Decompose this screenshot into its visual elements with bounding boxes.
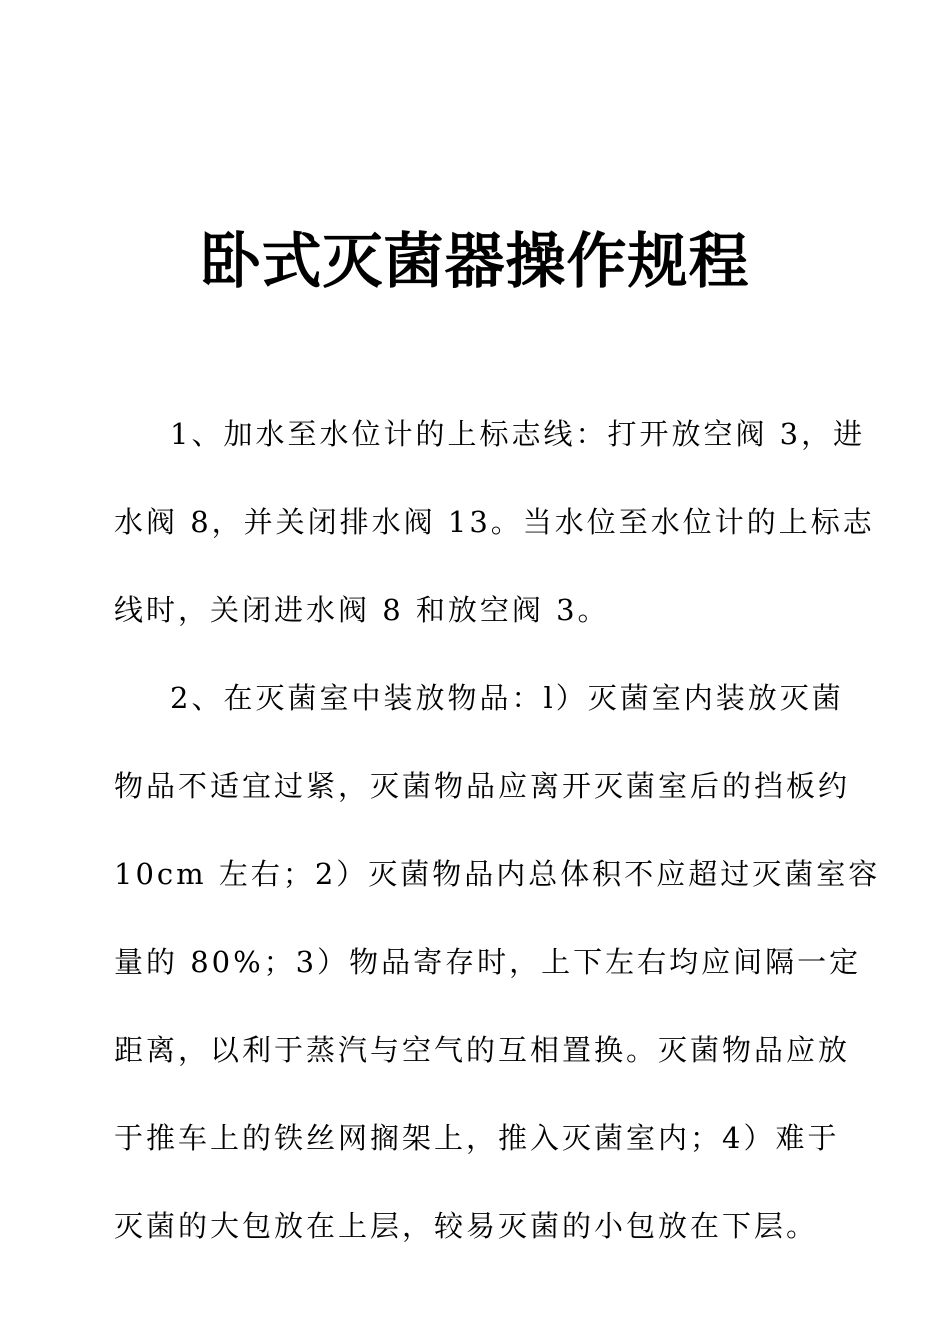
paragraph-2-line-7: 灭菌的大包放在上层，较易灭菌的小包放在下层。 <box>114 1209 819 1243</box>
document-title: 卧式灭菌器操作规程 <box>200 227 750 297</box>
paragraph-2-line-5: 距离，以利于蒸汽与空气的互相置换。灭菌物品应放 <box>114 1033 851 1067</box>
paragraph-1-line-2: 水阀 8，并关闭排水阀 13。当水位至水位计的上标志 <box>114 505 875 539</box>
document-body <box>114 390 881 1270</box>
paragraph-2-line-1: 2、在灭菌室中装放物品：l）灭菌室内装放灭菌 <box>170 681 844 715</box>
paragraph-2-line-4: 量的 80%；3）物品寄存时，上下左右均应间隔一定 <box>114 945 862 979</box>
paragraph-2-line-3: 10cm 左右；2）灭菌物品内总体积不应超过灭菌室容 <box>114 857 881 891</box>
paragraph-1-line-3: 线时，关闭进水阀 8 和放空阀 3。 <box>114 593 610 627</box>
paragraph-2-line-2: 物品不适宜过紧，灭菌物品应离开灭菌室后的挡板约 <box>114 769 851 803</box>
paragraph-2-line-6: 于推车上的铁丝网搁架上，推入灭菌室内；4）难于 <box>114 1121 840 1155</box>
paragraph-1-line-1: 1、加水至水位计的上标志线：打开放空阀 3，进 <box>170 417 866 451</box>
